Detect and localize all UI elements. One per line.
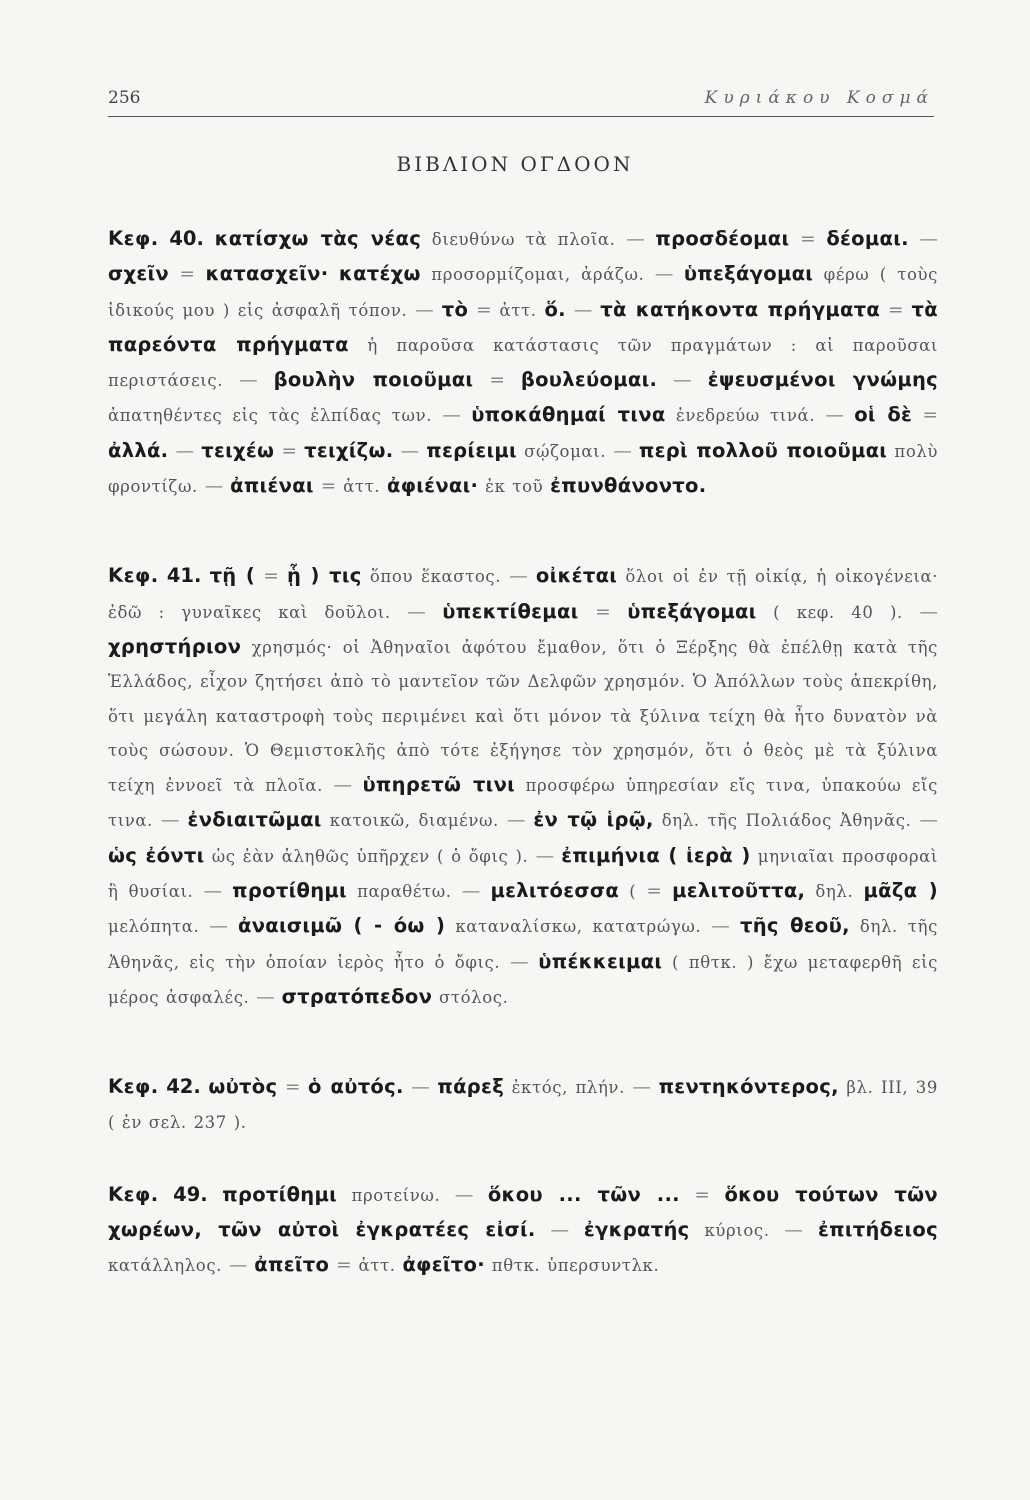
- headword: βουλεύομαι.: [520, 368, 658, 392]
- paragraph-gap: [108, 1140, 938, 1178]
- gloss-text: ἀττ.: [358, 1256, 396, 1276]
- separator: —: [461, 881, 481, 903]
- separator: —: [626, 229, 645, 250]
- headword: ἐπυνθάνοντο.: [550, 474, 707, 498]
- chapter-label: Κεφ.: [108, 1182, 159, 1206]
- running-head: Κυριάκου Κοσμά: [704, 88, 934, 108]
- separator: —: [573, 299, 593, 321]
- separator: —: [204, 476, 224, 498]
- gloss-text: ὅπου ἕκαστος.: [369, 567, 502, 587]
- separator: —: [919, 229, 939, 250]
- separator: —: [175, 440, 195, 462]
- separator: —: [203, 881, 223, 903]
- headword: μᾶζα ): [863, 879, 938, 903]
- gloss-text: ( κεφ. 40 ).: [773, 602, 903, 622]
- body-text: [108, 222, 938, 1284]
- headword: περίειμι: [426, 438, 517, 462]
- separator: —: [256, 986, 275, 1008]
- gloss-text: ἀττ.: [499, 300, 537, 320]
- separator: =: [320, 476, 337, 498]
- gloss-text: βλ. III, 39 ( ἐν σελ. 237 ).: [108, 1078, 938, 1132]
- separator: —: [711, 916, 730, 938]
- separator: —: [550, 1220, 569, 1242]
- separator: —: [506, 810, 526, 832]
- gloss-text: (: [629, 882, 637, 902]
- chapter-number: 49.: [173, 1182, 208, 1206]
- chapter-label: Κεφ.: [108, 1075, 159, 1099]
- separator: —: [228, 1255, 248, 1277]
- separator: =: [694, 1184, 710, 1206]
- chapter-49-glosses: [108, 1182, 939, 1277]
- chapter-42-paragraph: [108, 1070, 938, 1140]
- gloss-text: ἡ παροῦσα κατάστασις τῶν πραγμάτων : αἱ παροῦσαι περιστάσεις.: [108, 335, 938, 391]
- gloss-text: ἀττ.: [343, 477, 381, 497]
- headword: ἐψευσμένοι γνώμης: [707, 368, 939, 392]
- separator: —: [407, 601, 426, 623]
- chapter-40-glosses: [108, 229, 938, 497]
- separator: =: [922, 405, 939, 427]
- chapter-number: 41.: [166, 564, 202, 588]
- gloss-text: πολὺ φροντίζω.: [108, 441, 939, 497]
- chapter-label: Κεφ.: [108, 564, 159, 588]
- gloss-text: ἐκ τοῦ: [485, 477, 544, 497]
- headword: τῇ (: [209, 564, 256, 588]
- gloss-text: δηλ.: [815, 882, 854, 902]
- headword: σχεῖν: [108, 262, 169, 286]
- page-number: 256: [108, 88, 141, 108]
- headword: τὸ: [441, 297, 469, 321]
- separator: =: [476, 299, 492, 321]
- headword: χρηστήριον: [108, 634, 242, 658]
- gloss-text: διευθύνω τὰ πλοῖα.: [431, 230, 616, 249]
- headword: ἀναισιμῶ ( - όω ): [238, 914, 446, 938]
- gloss-text: προτείνω.: [351, 1185, 441, 1205]
- chapter-41-glosses: [108, 566, 938, 1008]
- headword: ὅ.: [544, 297, 566, 321]
- chapter-label: Κεφ.: [108, 227, 159, 250]
- separator: —: [825, 405, 844, 427]
- separator: =: [800, 229, 816, 250]
- separator: —: [454, 1184, 474, 1206]
- headword: ἐπιμήνια ( ἱερὰ ): [561, 843, 751, 867]
- headword: ἐν τῷ ἱρῷ,: [533, 808, 654, 832]
- headword: ὁ αὐτός.: [308, 1075, 404, 1099]
- headword: προτίθημι: [232, 879, 347, 903]
- headword: ἐγκρατής: [583, 1218, 690, 1242]
- chapter-42-glosses: [108, 1077, 938, 1132]
- paragraph-gap: [108, 1015, 938, 1070]
- gloss-text: κατάλληλος.: [108, 1256, 223, 1276]
- gloss-text: προσφέρω ὑπηρεσίαν εἴς τινα, ὑπακούω εἴς τινα.: [108, 776, 938, 831]
- gloss-text: ὅλοι οἱ ἐν τῇ οἰκίᾳ, ἡ οἰκογένεια· ἐδῶ : γυναῖκες καὶ δοῦλοι.: [108, 567, 939, 622]
- gloss-text: ἀπατηθέντες εἰς τὰς ἐλπίδας των.: [108, 406, 433, 426]
- gloss-text: φέρω ( τοὺς ἰδικούς μου ) εἰς ἀσφαλῆ τόπον.: [108, 265, 938, 320]
- headword: ὑπεξάγομαι: [627, 599, 757, 623]
- separator: =: [281, 440, 297, 462]
- gloss-text: στόλος.: [439, 987, 509, 1007]
- headword: ἀπιέναι: [230, 474, 314, 498]
- gloss-text: προσορμίζομαι, ἀράζω.: [431, 265, 645, 285]
- separator: =: [284, 1077, 301, 1099]
- gloss-text: ἐκτός, πλήν.: [511, 1078, 625, 1098]
- chapter-40-paragraph: [108, 222, 938, 504]
- headword: μελιτοῦττα,: [672, 879, 806, 903]
- separator: =: [888, 299, 904, 321]
- chapter-number: 42.: [166, 1075, 201, 1099]
- gloss-text: ὡς ἐὰν ἀληθῶς ὑπῆρχεν ( ὁ ὄφις ).: [211, 846, 529, 866]
- separator: —: [411, 1077, 430, 1099]
- gloss-text: παραθέτω.: [357, 882, 452, 902]
- gloss-text: χρησμός· οἱ Ἀθηναῖοι ἀφότου ἔμαθον, ὅτι ὁ Ξέρξης θὰ ἐπέλθῃ κατὰ τῆς Ἑλλάδος, εἶχον ζητήσει ἀπὸ τὸ μαντεῖον τῶν Δελφῶν χρησμόν. Ὁ Ἀπόλλων τοὺς ἀπεκρίθη, ὅτι μεγάλη καταστροφὴ τοὺς περιμένει καὶ ὅτι μόνον τὰ ξύλινα τείχη θὰ ἦτο δυνατὸν νὰ τοὺς σώσουν. Ὁ Θεμιστοκλῆς ἀπὸ τότε ἐξήγησε τὸν χρησμόν, ὅτι ὁ θεὸς μὲ τὰ ξύλινα τείχη ἐννοεῖ τὰ πλοῖα.: [108, 637, 938, 796]
- chapter-49-paragraph: [108, 1178, 938, 1284]
- headword: ἐπιτήδειος: [817, 1218, 938, 1242]
- headword: ωὐτὸς: [208, 1075, 278, 1099]
- page-header: [108, 86, 934, 117]
- separator: =: [263, 566, 279, 588]
- headword: κατίσχω τὰς νέας: [214, 227, 422, 250]
- headword: ὑπεκτίθεμαι: [442, 599, 579, 623]
- separator: =: [179, 264, 195, 286]
- separator: —: [919, 810, 938, 832]
- separator: —: [784, 1220, 804, 1242]
- paragraph-gap: [108, 504, 938, 559]
- separator: —: [613, 440, 632, 462]
- chapter-41-paragraph: [108, 559, 938, 1015]
- gloss-text: δηλ. τῆς Πολιάδος Ἀθηνᾶς.: [661, 811, 912, 831]
- headword: κατασχεῖν·: [205, 262, 329, 286]
- headword: πεντηκόντερος,: [658, 1075, 839, 1099]
- gloss-text: κατοικῶ, διαμένω.: [329, 811, 499, 831]
- gloss-text: μηνιαῖαι προσφοραὶ ἢ θυσίαι.: [108, 846, 938, 902]
- headword: ὑποκάθημαί τινα: [471, 403, 666, 427]
- separator: =: [489, 370, 505, 392]
- separator: —: [535, 845, 555, 867]
- separator: —: [415, 299, 434, 321]
- headword: τῆς θεοῦ,: [739, 914, 850, 938]
- headword: τειχίζω.: [304, 438, 394, 462]
- headword: οἱ δὲ: [854, 403, 913, 427]
- headword: ἐνδιαιτῶμαι: [187, 808, 322, 832]
- headword: τὰ κατήκοντα πρήγματα: [600, 297, 881, 321]
- headword: πάρεξ: [437, 1075, 505, 1099]
- gloss-text: ἐνεδρεύω τινά.: [675, 406, 816, 426]
- headword: προσδέομαι: [655, 227, 790, 250]
- headword: ὑπηρετῶ τινι: [362, 773, 516, 797]
- separator: —: [442, 405, 461, 427]
- separator: =: [336, 1255, 352, 1277]
- headword: μελιτόεσσα: [490, 879, 620, 903]
- headword: δέομαι.: [826, 227, 909, 250]
- headword: ἀφεῖτο·: [402, 1253, 485, 1277]
- headword: ὡς ἐόντι: [108, 843, 205, 867]
- separator: =: [595, 601, 611, 623]
- gloss-text: καταναλίσκω, κατατρώγω.: [455, 917, 702, 937]
- headword: κατέχω: [338, 262, 421, 286]
- gloss-text: σῴζομαι.: [524, 441, 607, 461]
- headword: ὑπέκκειμαι: [538, 949, 663, 973]
- separator: =: [646, 881, 662, 903]
- separator: —: [239, 370, 258, 392]
- headword: ὅκου τούτων τῶν χωρέων, τῶν αὐτοὶ ἐγκρατέες εἰσί.: [108, 1182, 939, 1242]
- headword: ὑπεξάγομαι: [683, 262, 814, 286]
- separator: —: [673, 370, 692, 392]
- gloss-text: ( πθτκ. ) ἔχω μεταφερθῆ εἰς μέρος ἀσφαλές.: [108, 952, 938, 1007]
- book-title: ΒΙΒΛΙΟΝ ΟΓΔΟΟΝ: [396, 152, 634, 176]
- separator: —: [632, 1077, 651, 1099]
- headword: ἀφιέναι·: [387, 474, 479, 498]
- headword: βουλὴν ποιοῦμαι: [273, 368, 474, 392]
- headword: οἰκέται: [535, 564, 618, 588]
- separator: —: [510, 951, 529, 973]
- headword: τειχέω: [201, 438, 275, 462]
- separator: —: [209, 916, 228, 938]
- headword: προτίθημι: [222, 1182, 337, 1206]
- separator: —: [509, 566, 528, 588]
- headword: ᾗ ) τις: [286, 564, 362, 588]
- separator: —: [919, 601, 938, 623]
- chapter-number: 40.: [169, 227, 204, 250]
- separator: —: [654, 264, 674, 286]
- headword: περὶ πολλοῦ ποιοῦμαι: [638, 438, 888, 462]
- headword: ὅκου ... τῶν ...: [487, 1182, 680, 1206]
- headword: τὰ παρεόντα πρήγματα: [108, 297, 938, 356]
- gloss-text: κύριος.: [704, 1221, 770, 1241]
- gloss-text: πθτκ. ὑπερσυντλκ.: [491, 1256, 660, 1276]
- gloss-text: δηλ. τῆς Ἀθηνᾶς, εἰς τὴν ὁποίαν ἱερὸς ἦτο ὁ ὄφις.: [108, 917, 938, 972]
- headword: στρατόπεδον: [281, 984, 433, 1008]
- separator: —: [400, 440, 420, 462]
- headword: ἀλλά.: [108, 438, 169, 462]
- separator: —: [333, 775, 352, 797]
- headword: ἀπεῖτο: [254, 1253, 330, 1277]
- separator: —: [161, 810, 180, 832]
- gloss-text: μελόπητα.: [108, 917, 200, 937]
